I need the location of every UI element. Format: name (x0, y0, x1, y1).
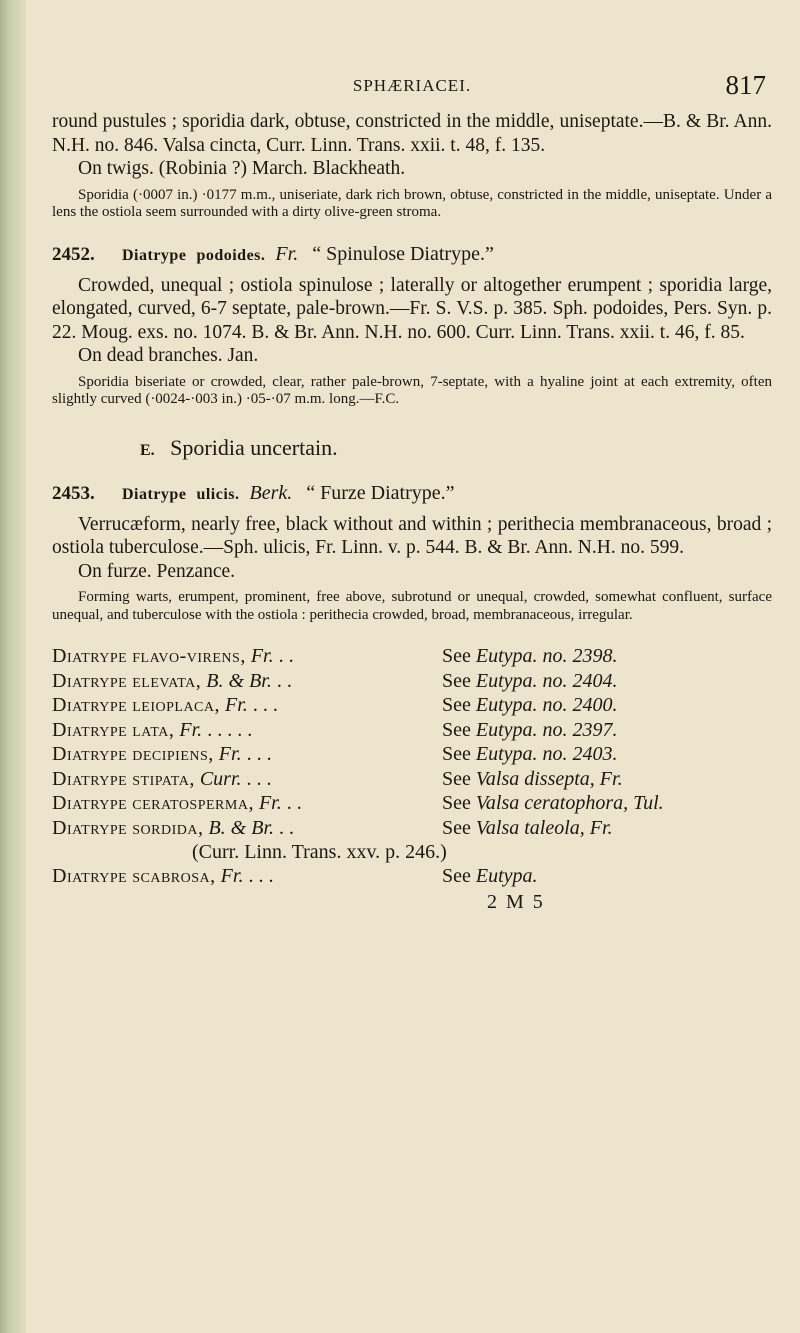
xref-see: See (442, 645, 471, 667)
xref-dots: . . . . . (207, 718, 253, 741)
section-title: Sporidia uncertain. (170, 434, 338, 460)
xref-author: Fr. (179, 718, 203, 741)
entry-2453-note: Forming warts, erumpent, prominent, free above, subrotund or unequal, crowded, somewhat confluent, surface unequal, and tuberculose with the ostiola : perithecia crowded, broad, membranaceous, irregular. (52, 589, 772, 623)
page-number: 817 (725, 70, 766, 100)
xref-see: See (442, 694, 471, 716)
entry-2453-description: Verrucæform, nearly free, black without and within ; perithecia membranaceous, broad ; ostiola tuberculose.—Sph. ulicis, Fr. Linn. v. p. 544. B. & Br. Ann. N.H. no. 599. (52, 513, 772, 558)
xref-author: Curr. (199, 767, 242, 790)
entry-common-name: “ Spinulose Diatrype.” (312, 242, 494, 265)
xref-species: flavo-virens, (132, 645, 246, 667)
section-letter: E. (140, 441, 155, 459)
xref-dots: . . (276, 669, 292, 692)
xref-species: elevata, (132, 669, 202, 692)
cross-reference (52, 791, 772, 816)
xref-genus: Diatrype (52, 645, 128, 667)
xref-genus: Diatrype (52, 743, 128, 765)
entry-common-name: “ Furze Diatrype.” (306, 481, 455, 504)
xref-genus: Diatrype (52, 694, 128, 716)
entry-species: podoides. (196, 246, 266, 264)
cross-reference (52, 742, 772, 767)
entry-genus: Diatrype (122, 485, 187, 503)
xref-dots: . . . (246, 767, 272, 790)
xref-author: Fr. (250, 645, 274, 667)
cross-reference (52, 644, 772, 669)
cross-reference (52, 693, 772, 718)
xref-author: B. & Br. (208, 816, 275, 839)
xref-target: Eutypa. no. 2400. (475, 694, 618, 716)
continuation-locality: On twigs. (Robinia ?) March. Blackheath. (78, 158, 406, 179)
xref-target: Eutypa. (475, 865, 538, 887)
entry-2452-description: Crowded, unequal ; ostiola spinulose ; laterally or altogether erumpent ; sporidia large, elongated, curved, 6-7 septate, pale-brown.—Fr. S. V.S. p. 385. Sph. podoides, Pers. Syn. p. 22. Moug. exs. no. 1074. B. & Br. Ann. N.H. no. 600. Curr. Linn. Trans. xxii. t. 46, f. 85. (52, 274, 772, 343)
continuation-note: Sporidia (·0007 in.) ·0177 m.m., uniseriate, dark rich brown, obtuse, constricted in the middle, uniseptate. Under a lens the ostiola seem surrounded with a dirty olive-green stroma. (52, 186, 772, 220)
xref-dots: . . . (252, 694, 278, 716)
entry-2453-heading (52, 481, 772, 507)
xref-target: Valsa ceratophora, Tul. (475, 792, 664, 814)
xref-see: See (442, 816, 471, 839)
xref-target: Valsa taleola, Fr. (475, 816, 613, 839)
running-title: SPHÆRIACEI. (352, 76, 472, 95)
xref-see: See (442, 792, 471, 814)
entry-number: 2452. (52, 243, 95, 265)
xref-target: Eutypa. no. 2397. (475, 718, 618, 741)
entry-genus: Diatrype (122, 246, 187, 264)
xref-target: Eutypa. no. 2398. (475, 645, 618, 667)
xref-dots: . . (286, 792, 302, 814)
entry-2452-heading (52, 242, 772, 268)
xref-genus: Diatrype (52, 718, 128, 741)
section-heading (140, 435, 772, 461)
xref-author: Fr. (218, 743, 242, 765)
entry-number: 2453. (52, 482, 95, 504)
xref-species: leioplaca, (132, 694, 221, 716)
xref-target: Valsa dissepta, Fr. (475, 767, 623, 790)
xref-target: Eutypa. no. 2403. (475, 743, 618, 765)
book-page (52, 70, 772, 914)
xref-species: decipiens, (132, 743, 214, 765)
xref-see: See (442, 718, 471, 741)
curr-note: (Curr. Linn. Trans. xxv. p. 246.) (192, 841, 447, 863)
xref-author: Fr. (225, 694, 248, 716)
xref-genus: Diatrype (52, 669, 128, 692)
xref-species: sordida, (132, 816, 204, 839)
entry-2452-note: Sporidia biseriate or crowded, clear, rather pale-brown, 7-septate, with a hyaline joint at each extremity, often slightly curved (·0024-·003 in.) ·05-·07 m.m. long.—F.C. (52, 373, 772, 407)
xref-see: See (442, 865, 471, 887)
entry-author: Fr. (275, 242, 299, 265)
xref-see: See (442, 669, 471, 692)
xref-genus: Diatrype (52, 865, 128, 887)
cross-reference (52, 767, 772, 792)
entry-species: ulicis. (196, 485, 240, 503)
xref-dots: . . (279, 816, 295, 839)
entry-author: Berk. (249, 481, 293, 504)
xref-genus: Diatrype (52, 816, 128, 839)
xref-genus: Diatrype (52, 767, 128, 790)
cross-reference-list (52, 644, 772, 889)
xref-author: Fr. (220, 865, 244, 887)
signature-mark: 2 M 5 (487, 890, 545, 913)
cross-reference (52, 718, 772, 743)
cross-reference (52, 816, 772, 841)
xref-species: ceratosperma, (132, 792, 254, 814)
xref-target: Eutypa. no. 2404. (475, 669, 618, 692)
xref-species: scabrosa, (132, 865, 216, 887)
xref-dots: . . (278, 645, 294, 667)
cross-reference (52, 864, 772, 889)
xref-author: B. & Br. (206, 669, 272, 692)
xref-species: stipata, (132, 767, 195, 790)
book-spine-edge (0, 0, 26, 1333)
entry-2452-locality: On dead branches. Jan. (78, 345, 259, 366)
xref-genus: Diatrype (52, 792, 128, 814)
xref-see: See (442, 767, 471, 790)
continuation-text: round pustules ; sporidia dark, obtuse, constricted in the middle, uniseptate.—B. & Br. Ann. N.H. no. 846. Valsa cincta, Curr. Linn. Trans. xxii. t. 48, f. 135. (52, 111, 772, 156)
xref-author: Fr. (258, 792, 282, 814)
entry-2453-locality: On furze. Penzance. (78, 560, 235, 582)
page-header (52, 70, 772, 110)
xref-dots: . . . (246, 743, 272, 765)
xref-dots: . . . (248, 865, 274, 887)
cross-reference (52, 669, 772, 694)
xref-see: See (442, 743, 471, 765)
xref-species: lata, (132, 718, 175, 741)
